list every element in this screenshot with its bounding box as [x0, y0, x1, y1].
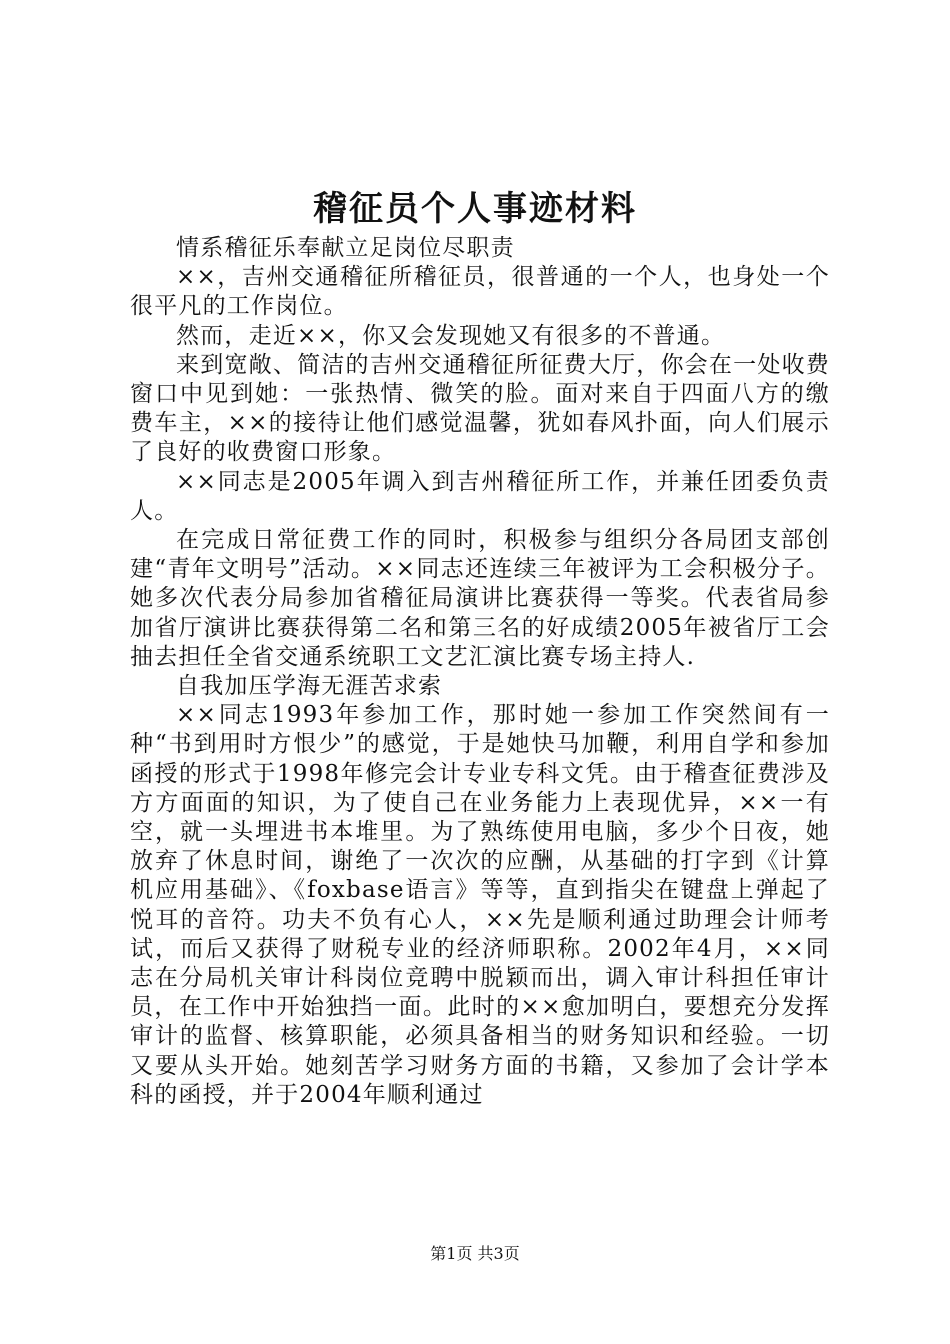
document-title: 稽征员个人事迹材料 [313, 189, 637, 229]
paragraph: 然而，走近××，你又会发现她又有很多的不普通。 [176, 322, 726, 349]
section-heading-2: 自我加压学海无涯苦求索 [176, 673, 443, 700]
paragraph: ××同志1993年参加工作，那时她一参加工作突然间有一种“书到用时方恨少”的感觉，于是她快马加鞭，利用自学和参加函授的形式于1998年修完会计专业专科文凭。由于稽查征费涉及方方面面的知识，为了使自己在业务能力上表现优异，××一有空，就一头埋进书本堆里。为了熟练使用电脑，多少个日夜，她放弃了休息时间，谢绝了一次次的应酬，从基础的打字到《计算机应用基础》、《foxbase语言》等等，直到指尖在键盘上弹起了悦耳的音符。功夫不负有心人，××先是顺利通过助理会计师考试，而后又获得了财税专业的经济师职称。2002年4月，××同志在分局机关审计科岗位竞聘中脱颖而出，调入审计科担任审计员，在工作中开始独挡一面。此时的××愈加明白，要想充分发挥审计的监督、核算职能，必须具备相当的财务知识和经验。一切又要从头开始。她刻苦学习财务方面的书籍，又参加了会计学本科的函授，并于2004年顺利通过 [130, 702, 830, 1108]
paragraph: ××同志是2005年调入到吉州稽征所工作，并兼任团委负责人。 [130, 468, 830, 524]
section-heading-1: 情系稽征乐奉献立足岗位尽职责 [176, 235, 515, 261]
paragraph: ××，吉州交通稽征所稽征员，很普通的一个人，也身处一个很平凡的工作岗位。 [130, 264, 830, 320]
page-footer: 第1页 共3页 [430, 1244, 520, 1263]
paragraph: 来到宽敞、简洁的吉州交通稽征所征费大厅，你会在一处收费窗口中见到她：一张热情、微笑的脸。面对来自于四面八方的缴费车主，××的接待让他们感觉温馨，犹如春风扑面，向人们展示了良好的收费窗口形象。 [130, 351, 830, 466]
paragraph: 在完成日常征费工作的同时，积极参与组织分各局团支部创建“青年文明号”活动。××同志还连续三年被评为工会积极分子。她多次代表分局参加省稽征局演讲比赛获得一等奖。代表省局参加省厅演讲比赛获得第二名和第三名的好成绩2005年被省厅工会抽去担任全省交通系统职工文艺汇演比赛专场主持人. [130, 527, 830, 670]
document-body [130, 234, 830, 1110]
